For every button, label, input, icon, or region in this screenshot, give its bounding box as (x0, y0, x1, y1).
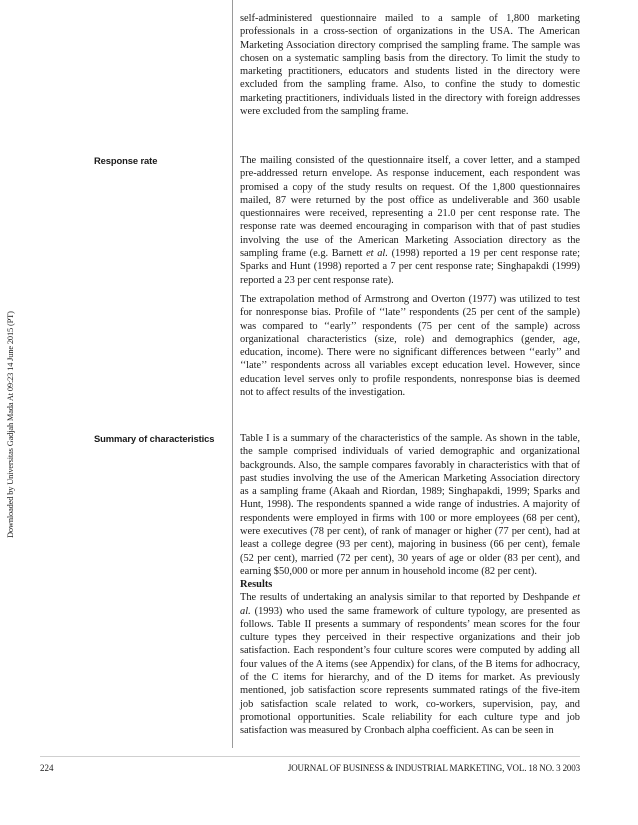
page-number: 224 (40, 763, 54, 773)
results-heading: Results (240, 579, 273, 590)
text-run: The results of undertaking an analysis similar to that reported by Deshpande (240, 592, 573, 604)
paragraph-nonresponse-bias (240, 293, 580, 399)
footer-divider (40, 756, 580, 757)
paragraph-text: self-administered questionnaire mailed to a sample of 1,800 marketing professionals in a cross-section of organizations in the USA. The American Marketing Association directory comprised the sampling frame. The sample was chosen on a systematic sampling basis from the directory. To limit the study to marketing practitioners, educators and students listed in the directory were excluded from the sampling frame. Also, to confine the study to domestic marketing practitioners, individuals listed in the directory with foreign addresses were excluded from the sampling frame. (240, 13, 580, 118)
italic-text: et al. (366, 248, 388, 260)
paragraph-text: Table I is a summary of the characteristics of the sample. As shown in the table, the sample comprised individuals of varied demographic and organizational backgrounds. Also, the sample compares favorably in characteristics with that of past studies involving the use of the American Marketing Association directory as a sampling frame (Akaah and Riordan, 1989; Singhapakdi, 1999; Sparks and Hunt, 1998). The respondents spanned a wide range of industries. A majority of respondents were employed in firms with 100 or more employees (68 per cent), were executives (78 per cent), of rank of manager or higher (77 per cent), had at least a college degree (93 per cent), majoring in business (66 per cent), female (52 per cent), married (72 per cent), 30 years of age or older (83 per cent), and earning $50,000 or more per annum in household income (82 per cent). (240, 433, 580, 577)
italic-text: et al. (240, 592, 580, 617)
download-watermark: Downloaded by Universitas Gadjah Mada At 09:23 14 June 2015 (PT) (6, 311, 15, 538)
paragraph-text: The extrapolation method of Armstrong and Overton (1977) was utilized to test for nonresponse bias. Profile of ‘‘late’’ respondents (25 per cent of the sample) was compared to ‘‘early’’ respondents (75 per cent of the sample) across organizational characteristics (size, role) and demographics (gender, age, education, income). There were no significant differences between ‘‘early’’ and ‘‘late’’ respondents across all variables except education level. However, since education level serves only to profile respondents, nonresponse bias is deemed not to affect results of the investigation. (240, 294, 580, 399)
results-section (240, 578, 580, 738)
journal-footer: JOURNAL OF BUSINESS & INDUSTRIAL MARKETING, VOL. 18 NO. 3 2003 (287, 763, 580, 773)
paragraph-text (240, 591, 580, 737)
text-run: The mailing consisted of the questionnaire itself, a cover letter, and a stamped pre-addressed return envelope. As response inducement, each respondent was promised a copy of the study results on request. Of the 1,800 questionnaires mailed, 87 were returned by the post office as undeliverable and 360 usable questionnaires were received, representing a 21.0 per cent response rate. The response rate was deemed encouraging in comparison with that of past studies involving the use of the American Marketing Association directory as the sampling frame (e.g. Barnett (240, 155, 580, 260)
paragraph-summary (240, 432, 580, 578)
paragraph-sampling (240, 12, 580, 118)
paragraph-text (240, 154, 580, 287)
text-run: (1998) reported a 19 per cent response rate; Sparks and Hunt (1998) reported a 7 per cent response rate; Singhapakdi (1999) reported a 23 per cent response rate). (240, 248, 580, 286)
text-run: (1993) who used the same framework of culture typology, are presented as follows. Table II presents a summary of respondents’ mean scores for the four culture types they perceived in their respective organizations and their job satisfaction. Each respondent’s four culture scores were computed by adding all four values of the A items (see Appendix) for clans, of the B items for adhocracy, of the C items for hierarchy, and of the D items for market. As previously mentioned, job satisfaction score represents summated ratings of the five-item job satisfaction scale related to work, co-workers, supervision, pay, and promotional opportunities. Scale reliability for each culture type and job satisfaction was measured by Cronbach alpha coefficient. As can be seen in (240, 605, 580, 737)
margin-label-response-rate: Response rate (94, 155, 158, 166)
paragraph-response-rate (240, 154, 580, 287)
margin-label-summary: Summary of characteristics (94, 433, 215, 444)
column-divider (232, 0, 233, 748)
